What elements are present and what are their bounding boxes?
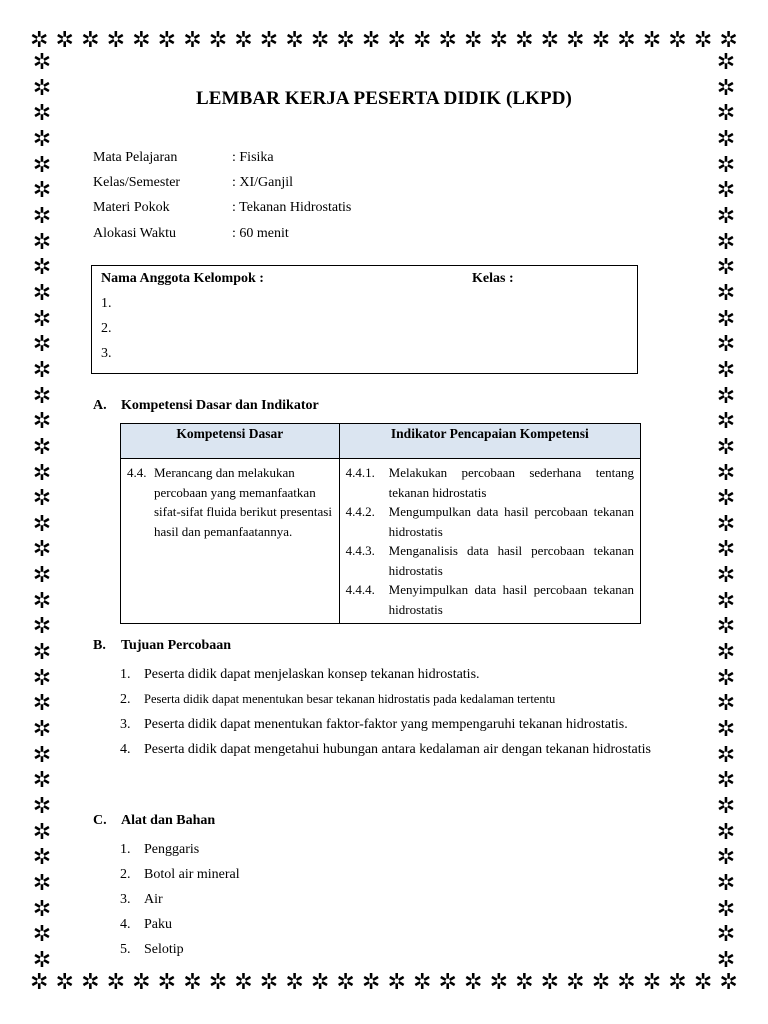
border-ornament-icon: ✲ (642, 970, 662, 995)
kd-text: Merancang dan melakukan percobaan yang memanfaatkan sifat-sifat fluida berikut presentasi hasil dan pemanfaatannya. (154, 465, 332, 539)
border-ornament-icon: ✲ (32, 434, 52, 460)
info-label: Mata Pelajaran (93, 149, 178, 165)
table-header-indicator: Indikator Pencapaian Kompetensi (339, 424, 640, 459)
border-ornament-icon: ✲ (716, 922, 736, 948)
border-ornament-icon: ✲ (32, 845, 52, 871)
border-ornament-icon: ✲ (716, 511, 736, 537)
border-ornament-icon: ✲ (515, 28, 534, 53)
list-item (120, 737, 675, 762)
border-ornament-icon: ✲ (32, 922, 52, 948)
border-ornament-icon: ✲ (208, 28, 228, 53)
section-letter: C. (93, 813, 107, 828)
border-ornament-icon: ✲ (438, 28, 457, 53)
member-number: 3. (101, 346, 112, 361)
border-ornament-icon: ✲ (32, 717, 52, 743)
border-ornament-icon: ✲ (716, 742, 736, 768)
indicator-number: 4.4.3. (345, 543, 375, 558)
list-text: Selotip (144, 942, 184, 957)
info-row (93, 196, 351, 221)
border-ornament-icon: ✲ (716, 229, 736, 255)
info-block (93, 145, 351, 246)
kd-cell (121, 459, 340, 624)
info-row (93, 145, 351, 170)
border-ornament-icon: ✲ (716, 794, 736, 820)
list-item (120, 687, 675, 712)
group-members-header: Nama Anggota Kelompok : (101, 271, 264, 286)
info-row (93, 170, 351, 195)
border-ornament-icon: ✲ (106, 28, 126, 53)
objectives-list (120, 662, 675, 762)
border-ornament-icon: ✲ (32, 75, 52, 101)
border-ornament-icon: ✲ (32, 357, 52, 383)
list-number: 4. (120, 742, 131, 757)
section-a-heading (93, 398, 319, 414)
border-ornament-icon: ✲ (183, 970, 202, 995)
info-label: Alokasi Waktu (93, 225, 176, 241)
kd-number: 4.4. (127, 465, 147, 480)
border-ornament-icon: ✲ (566, 28, 585, 53)
border-ornament-icon: ✲ (716, 126, 736, 152)
border-ornament-icon: ✲ (132, 970, 151, 995)
border-ornament-icon: ✲ (489, 28, 508, 53)
border-ornament-icon: ✲ (32, 537, 52, 563)
border-ornament-icon: ✲ (716, 486, 736, 512)
border-ornament-icon: ✲ (81, 970, 100, 995)
border-ornament-icon: ✲ (693, 28, 713, 53)
border-ornament-icon: ✲ (716, 306, 736, 332)
list-text: Peserta didik dapat menentukan besar tekanan hidrostatis pada kedalaman tertentu (144, 692, 556, 706)
border-ornament-icon: ✲ (716, 101, 736, 127)
border-ornament-icon: ✲ (32, 50, 52, 75)
border-ornament-icon: ✲ (32, 486, 52, 512)
info-value: : 60 menit (232, 225, 289, 241)
page-title: LEMBAR KERJA PESERTA DIDIK (LKPD) (196, 88, 572, 109)
border-ornament-icon: ✲ (32, 665, 52, 691)
indicator-number: 4.4.1. (345, 465, 375, 480)
list-number: 1. (120, 667, 131, 682)
list-text: Paku (144, 917, 172, 932)
list-item (120, 662, 675, 687)
border-ornament-icon: ✲ (81, 28, 100, 53)
border-ornament-icon: ✲ (32, 460, 52, 486)
border-ornament-icon: ✲ (208, 970, 228, 995)
border-ornament-icon: ✲ (32, 280, 52, 306)
border-bottom (30, 972, 738, 994)
border-ornament-icon: ✲ (259, 970, 279, 995)
border-ornament-icon: ✲ (32, 640, 52, 666)
list-text: Air (144, 892, 163, 907)
info-value: : Tekanan Hidrostatis (232, 200, 352, 216)
border-ornament-icon: ✲ (716, 947, 736, 973)
group-members-box (91, 265, 638, 374)
list-item (120, 862, 675, 887)
border-ornament-icon: ✲ (540, 970, 560, 995)
list-number: 4. (120, 917, 131, 932)
indicator-text: Menganalisis data hasil percobaan tekanan hidrostatis (388, 543, 634, 578)
border-ornament-icon: ✲ (716, 460, 736, 486)
border-ornament-icon: ✲ (693, 970, 713, 995)
border-ornament-icon: ✲ (412, 28, 432, 53)
border-ornament-icon: ✲ (32, 126, 52, 152)
border-ornament-icon: ✲ (716, 357, 736, 383)
border-ornament-icon: ✲ (32, 947, 52, 973)
border-ornament-icon: ✲ (285, 28, 304, 53)
border-ornament-icon: ✲ (310, 970, 330, 995)
border-ornament-icon: ✲ (716, 75, 736, 101)
border-ornament-icon: ✲ (32, 794, 52, 820)
border-ornament-icon: ✲ (716, 871, 736, 896)
border-ornament-icon: ✲ (716, 845, 736, 871)
list-item (120, 912, 675, 937)
border-ornament-icon: ✲ (387, 970, 406, 995)
info-label: Materi Pokok (93, 200, 170, 216)
border-ornament-icon: ✲ (716, 563, 736, 589)
border-ornament-icon: ✲ (55, 970, 74, 995)
border-ornament-icon: ✲ (32, 819, 52, 845)
border-ornament-icon: ✲ (412, 970, 432, 995)
list-number: 2. (120, 692, 131, 707)
border-ornament-icon: ✲ (464, 28, 483, 53)
border-ornament-icon: ✲ (32, 511, 52, 537)
border-ornament-icon: ✲ (285, 970, 304, 995)
border-ornament-icon: ✲ (106, 970, 126, 995)
info-value: : XI/Ganjil (232, 174, 294, 190)
border-ornament-icon: ✲ (234, 970, 253, 995)
border-ornament-icon: ✲ (716, 332, 736, 358)
list-text: Peserta didik dapat mengetahui hubungan antara kedalaman air dengan tekanan hidrostatis (144, 742, 651, 757)
border-ornament-icon: ✲ (32, 178, 52, 204)
border-ornament-icon: ✲ (716, 50, 736, 75)
border-top (30, 30, 738, 52)
border-ornament-icon: ✲ (716, 537, 736, 563)
info-value: : Fisika (232, 149, 274, 165)
list-item (120, 887, 675, 912)
list-number: 3. (120, 717, 131, 732)
border-ornament-icon: ✲ (361, 970, 381, 995)
list-text: Botol air mineral (144, 867, 240, 882)
border-ornament-icon: ✲ (183, 28, 202, 53)
border-ornament-icon: ✲ (32, 203, 52, 229)
border-ornament-icon: ✲ (32, 332, 52, 358)
border-ornament-icon: ✲ (361, 28, 381, 53)
border-ornament-icon: ✲ (32, 871, 52, 896)
border-ornament-icon: ✲ (716, 280, 736, 306)
border-ornament-icon: ✲ (438, 970, 457, 995)
border-ornament-icon: ✲ (32, 255, 52, 281)
border-ornament-icon: ✲ (591, 28, 611, 53)
border-ornament-icon: ✲ (716, 665, 736, 691)
border-ornament-icon: ✲ (716, 152, 736, 178)
list-text: Peserta didik dapat menjelaskan konsep tekanan hidrostatis. (144, 667, 480, 682)
indicator-item (346, 580, 634, 619)
indicator-cell (339, 459, 640, 624)
materials-list (120, 837, 675, 962)
list-number: 1. (120, 842, 131, 857)
section-title: Alat dan Bahan (121, 813, 216, 828)
border-ornament-icon: ✲ (32, 768, 52, 794)
list-item (120, 837, 675, 862)
border-ornament-icon: ✲ (310, 28, 330, 53)
border-ornament-icon: ✲ (336, 970, 355, 995)
border-ornament-icon: ✲ (716, 588, 736, 614)
border-ornament-icon: ✲ (617, 970, 636, 995)
indicator-text: Mengumpulkan data hasil percobaan tekanan hidrostatis (388, 504, 634, 539)
border-ornament-icon: ✲ (719, 970, 738, 995)
border-ornament-icon: ✲ (617, 28, 636, 53)
border-ornament-icon: ✲ (668, 28, 687, 53)
border-ornament-icon: ✲ (336, 28, 355, 53)
member-number: 1. (101, 296, 112, 311)
member-number: 2. (101, 321, 112, 336)
border-left (30, 52, 54, 972)
list-text: Penggaris (144, 842, 200, 857)
border-ornament-icon: ✲ (32, 691, 52, 717)
indicator-item (346, 463, 634, 502)
border-right (714, 52, 738, 972)
border-ornament-icon: ✲ (32, 563, 52, 589)
section-c-heading (93, 813, 215, 829)
section-letter: B. (93, 638, 106, 653)
border-ornament-icon: ✲ (716, 409, 736, 435)
border-ornament-icon: ✲ (716, 819, 736, 845)
border-ornament-icon: ✲ (716, 896, 736, 922)
border-ornament-icon: ✲ (716, 434, 736, 460)
border-ornament-icon: ✲ (234, 28, 253, 53)
border-ornament-icon: ✲ (464, 970, 483, 995)
border-ornament-icon: ✲ (591, 970, 611, 995)
border-ornament-icon: ✲ (32, 152, 52, 178)
border-ornament-icon: ✲ (30, 970, 49, 995)
border-ornament-icon: ✲ (716, 614, 736, 640)
border-ornament-icon: ✲ (132, 28, 151, 53)
border-ornament-icon: ✲ (32, 306, 52, 332)
list-text: Peserta didik dapat menentukan faktor-faktor yang mempengaruhi tekanan hidrostatis. (144, 717, 628, 732)
border-ornament-icon: ✲ (157, 28, 177, 53)
indicator-item (346, 541, 634, 580)
border-ornament-icon: ✲ (32, 383, 52, 409)
border-ornament-icon: ✲ (32, 101, 52, 127)
border-ornament-icon: ✲ (642, 28, 662, 53)
border-ornament-icon: ✲ (32, 614, 52, 640)
indicator-text: Menyimpulkan data hasil percobaan tekanan hidrostatis (388, 582, 634, 617)
list-number: 2. (120, 867, 131, 882)
border-ornament-icon: ✲ (157, 970, 177, 995)
border-ornament-icon: ✲ (716, 255, 736, 281)
list-number: 3. (120, 892, 131, 907)
border-ornament-icon: ✲ (668, 970, 687, 995)
border-ornament-icon: ✲ (716, 383, 736, 409)
section-b-heading (93, 638, 231, 654)
section-title: Tujuan Percobaan (121, 638, 232, 653)
border-ornament-icon: ✲ (716, 640, 736, 666)
border-ornament-icon: ✲ (32, 588, 52, 614)
border-ornament-icon: ✲ (719, 28, 738, 53)
indicator-number: 4.4.2. (345, 504, 375, 519)
border-ornament-icon: ✲ (32, 742, 52, 768)
border-ornament-icon: ✲ (32, 229, 52, 255)
indicator-number: 4.4.4. (345, 582, 375, 597)
competency-table (120, 423, 641, 624)
border-ornament-icon: ✲ (716, 178, 736, 204)
border-ornament-icon: ✲ (716, 203, 736, 229)
list-number: 5. (120, 942, 131, 957)
border-ornament-icon: ✲ (716, 717, 736, 743)
section-title: Kompetensi Dasar dan Indikator (121, 398, 319, 413)
border-ornament-icon: ✲ (566, 970, 585, 995)
border-ornament-icon: ✲ (387, 28, 406, 53)
border-ornament-icon: ✲ (515, 970, 534, 995)
border-ornament-icon: ✲ (716, 691, 736, 717)
section-letter: A. (93, 398, 107, 413)
table-header-kd: Kompetensi Dasar (121, 424, 340, 459)
border-ornament-icon: ✲ (30, 28, 49, 53)
table-row (121, 459, 641, 624)
border-ornament-icon: ✲ (716, 768, 736, 794)
border-ornament-icon: ✲ (55, 28, 74, 53)
border-ornament-icon: ✲ (489, 970, 508, 995)
group-kelas-label: Kelas : (472, 271, 514, 286)
list-item (120, 937, 675, 962)
info-label: Kelas/Semester (93, 174, 181, 190)
indicator-item (346, 502, 634, 541)
indicator-text: Melakukan percobaan sederhana tentang tekanan hidrostatis (388, 465, 634, 500)
border-ornament-icon: ✲ (32, 409, 52, 435)
border-ornament-icon: ✲ (540, 28, 560, 53)
border-ornament-icon: ✲ (32, 896, 52, 922)
border-ornament-icon: ✲ (259, 28, 279, 53)
info-row (93, 221, 351, 246)
list-item (120, 712, 675, 737)
